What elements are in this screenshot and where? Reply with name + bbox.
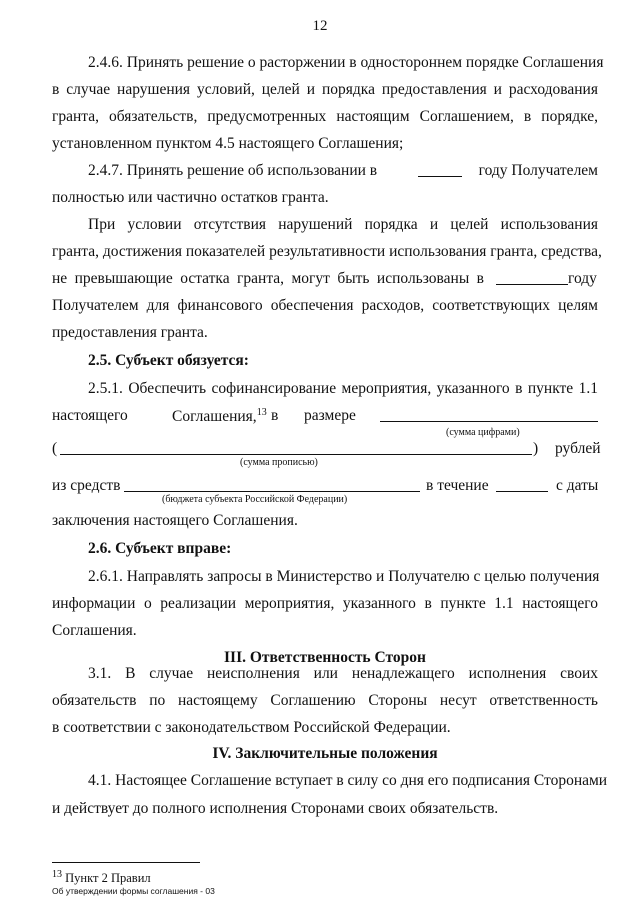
year-blank-2 (496, 270, 568, 285)
budget-source-blank (124, 477, 420, 492)
clause-2-4-6-line-2: в случае нарушения условий, целей и порядка предоставления и расходования (52, 81, 598, 98)
clause-2-5-1-word-4: размере (304, 407, 356, 424)
amount-digits-caption: (сумма цифрами) (446, 427, 520, 438)
rubles-label: рублей (555, 440, 601, 457)
clause-2-4-7-line-2: полностью или частично остатков гранта. (52, 189, 329, 206)
clause-2-5-1-line-1: 2.5.1. Обеспечить софинансирование мероприятия, указанного в пункте 1.1 (88, 380, 598, 397)
page-number: 12 (312, 18, 328, 34)
section-2-6-heading: 2.6. Субъект вправе: (88, 540, 232, 557)
clause-2-4-7-text-b: году Получателем (478, 162, 598, 179)
clause-4-1-line-2: и действует до полного исполнения Сторонами своих обязательств. (52, 800, 499, 817)
footnote-mark: 13 (52, 869, 62, 880)
condition-line-1: При условии отсутствия нарушений порядка и целей использования (88, 216, 598, 233)
section-4-heading: IV. Заключительные положения (212, 745, 438, 762)
condition-line-5: предоставления гранта. (52, 324, 208, 341)
close-paren: ) (533, 440, 539, 457)
clause-2-4-6-line-1: 2.4.6. Принять решение о расторжении в одностороннем порядке Соглашения (88, 54, 604, 71)
clause-2-4-6-line-4: установленном пунктом 4.5 настоящего Соглашения; (52, 135, 404, 152)
budget-source-caption: (бюджета субъекта Российской Федерации) (162, 494, 348, 505)
clause-3-1-line-3: в соответствии с законодательством Российской Федерации. (52, 719, 451, 736)
clause-2-5-1-line-5: заключения настоящего Соглашения. (52, 512, 298, 529)
condition-line-3b: году (568, 270, 597, 287)
clause-2-4-6-line-3: гранта, обязательств, предусмотренных настоящим Соглашением, в порядке, (52, 108, 598, 125)
condition-line-3a: не превышающие остатка гранта, могут быть использованы в (52, 270, 484, 287)
clause-2-6-1-line-1: 2.6.1. Направлять запросы в Министерство и Получателю с целью получения (88, 568, 600, 585)
section-2-5-heading: 2.5. Субъект обязуется: (88, 352, 249, 369)
clause-3-1-line-2: обязательств по настоящему Соглашению Стороны несут ответственность (52, 692, 598, 709)
clause-4-1-line-1: 4.1. Настоящее Соглашение вступает в силу со дня его подписания Сторонами (88, 772, 608, 789)
amount-digits-blank (380, 407, 598, 422)
section-3-heading: III. Ответственность Сторон (224, 649, 426, 666)
open-paren: ( (52, 440, 58, 457)
clause-2-5-1-word-3: в (271, 407, 279, 424)
clause-2-5-1-word-2: Соглашения,$^{13}$ (172, 407, 267, 426)
condition-line-2: гранта, достижения показателей результативности использования гранта, средства, (52, 243, 602, 260)
footnote-13 (52, 869, 151, 886)
year-blank-1 (418, 162, 462, 177)
within-label: в течение (426, 477, 489, 494)
amount-words-blank (60, 440, 532, 455)
footnote-text: Пункт 2 Правил (65, 871, 151, 886)
clause-3-1-line-1: 3.1. В случае неисполнения или ненадлежащего исполнения своих (88, 665, 598, 682)
clause-2-6-1-line-2: информации о реализации мероприятия, указанного в пункте 1.1 настоящего (52, 595, 598, 612)
footnote-ref-13: 13 (256, 407, 267, 418)
file-tag: Об утверждении формы соглашения - 03 (52, 886, 215, 896)
footnote-divider (52, 862, 200, 863)
period-blank (496, 477, 548, 492)
amount-words-caption: (сумма прописью) (240, 457, 318, 468)
condition-line-4: Получателем для финансового обеспечения расходов, соответствующих целям (52, 297, 598, 314)
clause-2-4-7-text-a: 2.4.7. Принять решение об использовании в (88, 162, 378, 179)
from-funds-label: из средств (52, 477, 121, 494)
from-date-label: с даты (556, 477, 599, 494)
clause-2-5-1-word-1: настоящего (52, 407, 128, 424)
clause-2-6-1-line-3: Соглашения. (52, 622, 137, 639)
